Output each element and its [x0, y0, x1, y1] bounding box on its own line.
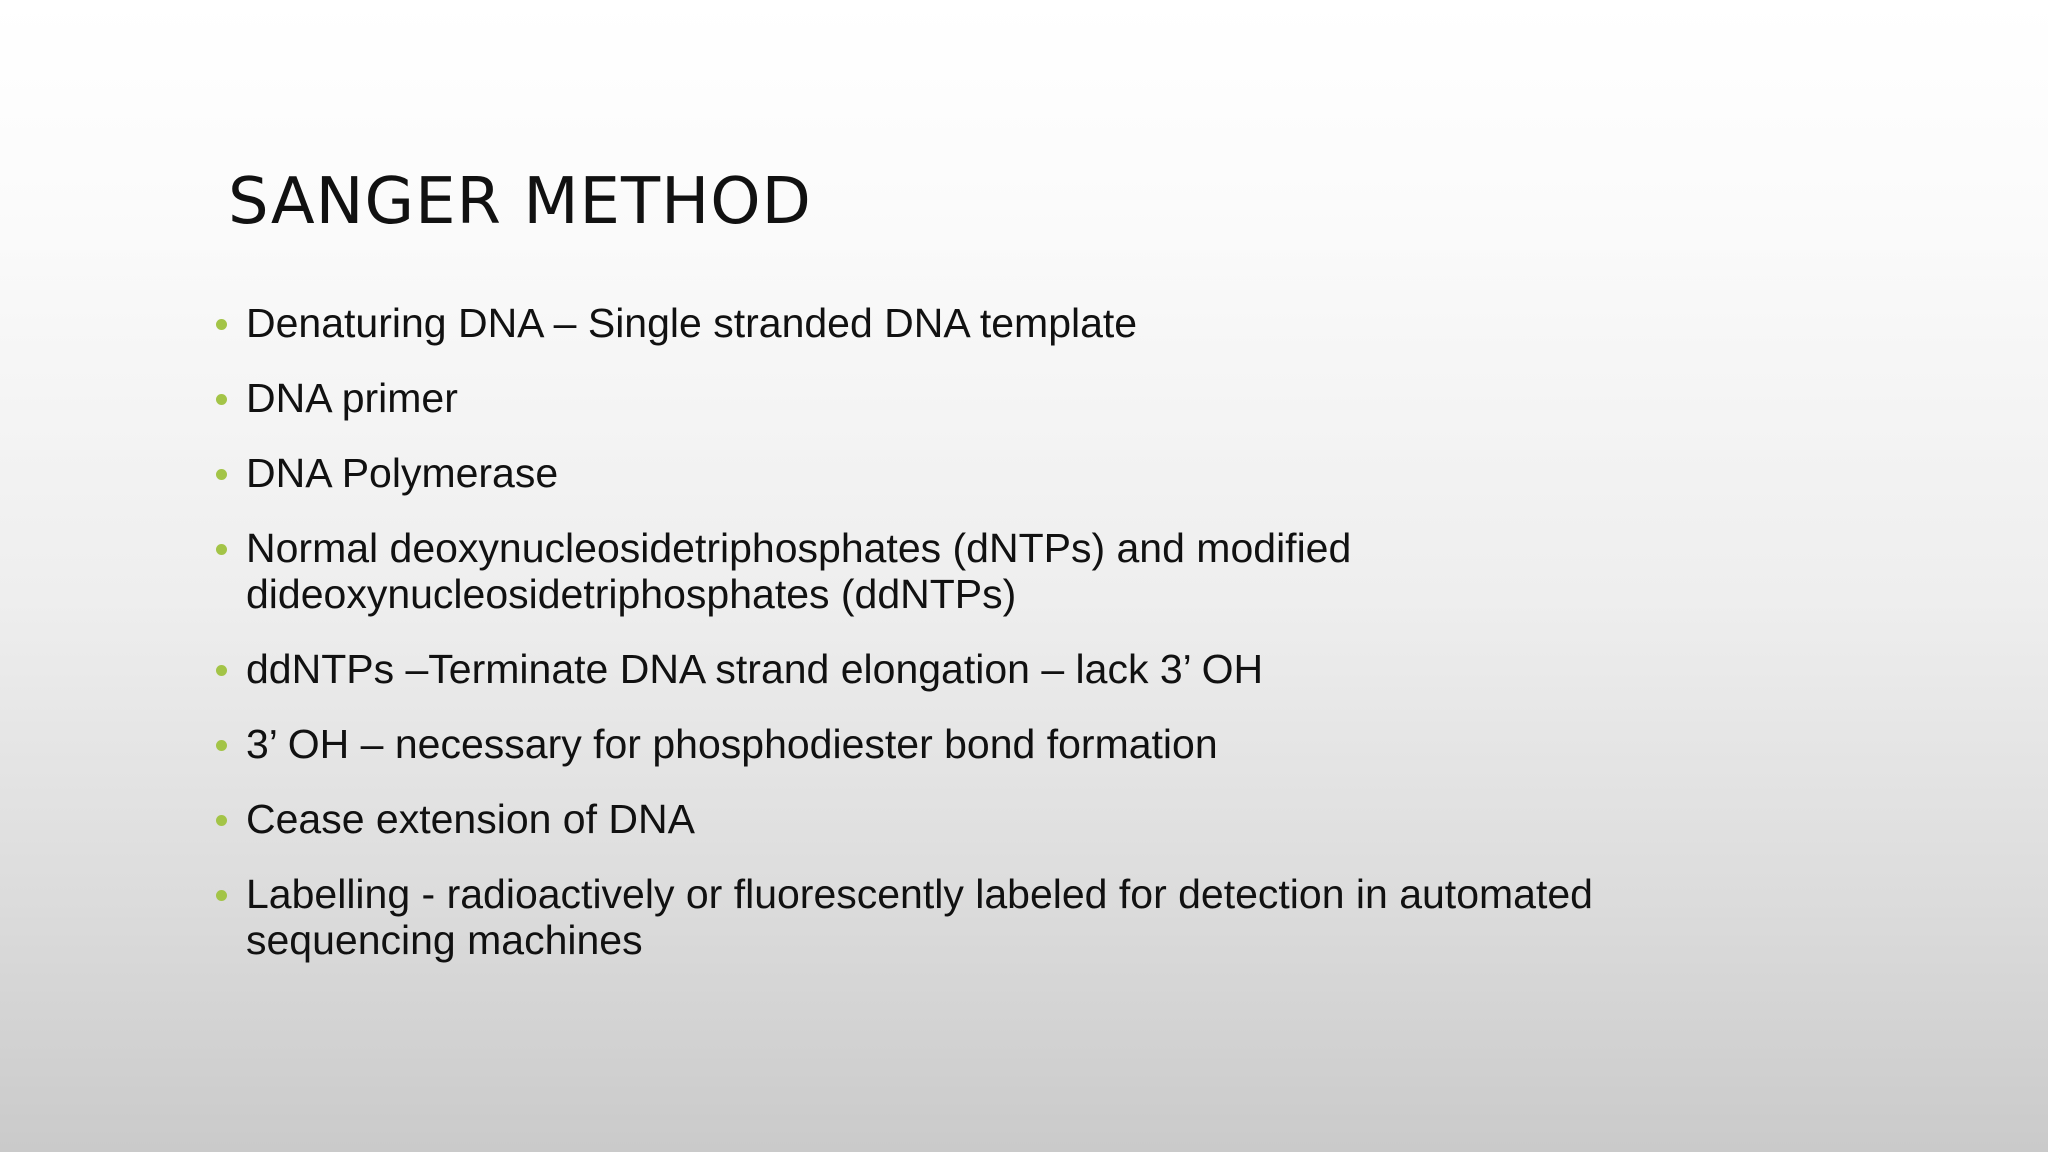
bullet-text: Labelling - radioactively or fluorescently labeled for detection in automated sequencing machines	[246, 871, 1593, 963]
bullet-text: DNA Polymerase	[246, 450, 559, 496]
slide-title: SANGER METHOD	[228, 165, 812, 239]
bullet-item	[216, 871, 1776, 963]
bullet-dot-icon	[216, 544, 227, 555]
bullet-item	[216, 450, 1776, 496]
bullet-item	[216, 375, 1776, 421]
bullet-dot-icon	[216, 740, 227, 751]
bullet-text: ddNTPs –Terminate DNA strand elongation – lack 3’ OH	[246, 646, 1264, 692]
bullet-text: 3’ OH – necessary for phosphodiester bond formation	[246, 721, 1218, 767]
bullet-item	[216, 300, 1776, 346]
bullet-list	[216, 300, 1776, 992]
bullet-item	[216, 721, 1776, 767]
bullet-item	[216, 646, 1776, 692]
bullet-item	[216, 796, 1776, 842]
bullet-text: Normal deoxynucleosidetriphosphates (dNTPs) and modified dideoxynucleosidetriphosphates (ddNTPs)	[246, 525, 1352, 617]
bullet-text: DNA primer	[246, 375, 458, 421]
bullet-dot-icon	[216, 815, 227, 826]
bullet-dot-icon	[216, 319, 227, 330]
bullet-dot-icon	[216, 394, 227, 405]
bullet-text: Denaturing DNA – Single stranded DNA template	[246, 300, 1138, 346]
bullet-dot-icon	[216, 665, 227, 676]
bullet-dot-icon	[216, 890, 227, 901]
bullet-dot-icon	[216, 469, 227, 480]
bullet-item	[216, 525, 1776, 617]
bullet-text: Cease extension of DNA	[246, 796, 695, 842]
